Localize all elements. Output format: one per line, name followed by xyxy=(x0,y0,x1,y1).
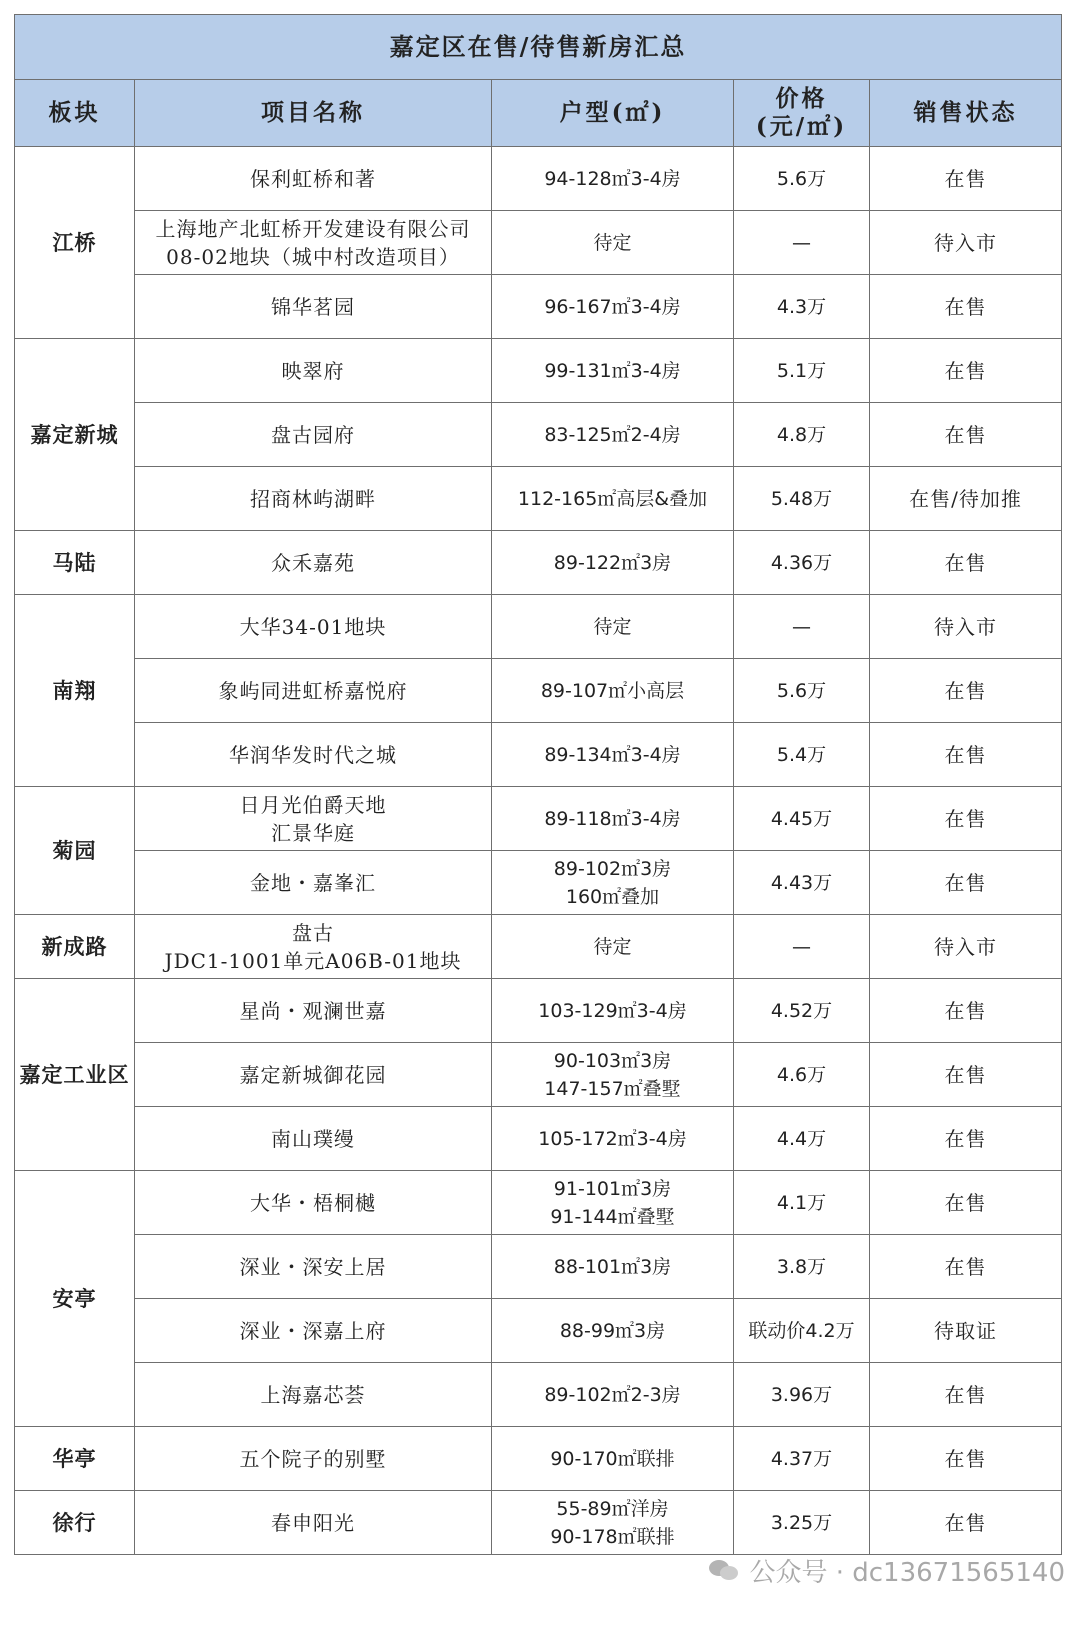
price-cell: 3.25万 xyxy=(734,1491,870,1555)
unit-type-cell xyxy=(492,851,734,915)
table-row xyxy=(15,979,1062,1043)
unit-type-line: 90-178㎡联排 xyxy=(550,1525,675,1548)
sales-status-cell: 待入市 xyxy=(870,595,1062,659)
unit-type-line: 待定 xyxy=(593,935,632,958)
unit-type-cell xyxy=(492,1299,734,1363)
project-name-line: 星尚・观澜世嘉 xyxy=(239,998,387,1023)
project-name-cell xyxy=(135,275,492,339)
table-row xyxy=(15,467,1062,531)
district-cell: 华亭 xyxy=(15,1427,135,1491)
price-cell: 4.8万 xyxy=(734,403,870,467)
project-name-line: 深业・深嘉上府 xyxy=(239,1318,387,1343)
price-cell: 5.6万 xyxy=(734,659,870,723)
project-name-line: JDC1-1001单元A06B-01地块 xyxy=(164,948,462,973)
project-name-cell xyxy=(135,147,492,211)
project-name-line: 映翠府 xyxy=(281,358,345,383)
project-name-cell xyxy=(135,723,492,787)
project-name-cell xyxy=(135,659,492,723)
unit-type-line: 89-122㎡3房 xyxy=(553,551,672,574)
project-name-cell xyxy=(135,1043,492,1107)
project-name-cell xyxy=(135,1299,492,1363)
price-cell: 4.52万 xyxy=(734,979,870,1043)
unit-type-cell xyxy=(492,915,734,979)
table-row xyxy=(15,659,1062,723)
sales-status-cell: 在售 xyxy=(870,1107,1062,1171)
unit-type-line: 90-103㎡3房 xyxy=(553,1049,672,1072)
district-cell: 马陆 xyxy=(15,531,135,595)
unit-type-line: 147-157㎡叠墅 xyxy=(544,1077,681,1100)
unit-type-line: 103-129㎡3-4房 xyxy=(538,999,687,1022)
table-row xyxy=(15,339,1062,403)
table-row xyxy=(15,1299,1062,1363)
header-project: 项目名称 xyxy=(135,80,492,147)
unit-type-line: 94-128㎡3-4房 xyxy=(544,167,681,190)
unit-type-cell xyxy=(492,1043,734,1107)
table-row xyxy=(15,531,1062,595)
unit-type-cell xyxy=(492,403,734,467)
unit-type-cell xyxy=(492,1171,734,1235)
project-name-line: 大华・梧桐樾 xyxy=(250,1190,376,1215)
district-cell: 新成路 xyxy=(15,915,135,979)
price-cell: 4.37万 xyxy=(734,1427,870,1491)
unit-type-line: 89-107㎡小高层 xyxy=(540,679,685,702)
price-cell: 5.48万 xyxy=(734,467,870,531)
district-cell: 菊园 xyxy=(15,787,135,915)
project-name-line: 保利虹桥和著 xyxy=(250,166,376,191)
unit-type-line: 55-89㎡洋房 xyxy=(556,1497,669,1520)
project-name-cell xyxy=(135,467,492,531)
sales-status-cell: 在售 xyxy=(870,979,1062,1043)
unit-type-cell xyxy=(492,1235,734,1299)
price-cell: 4.43万 xyxy=(734,851,870,915)
project-name-line: 众禾嘉苑 xyxy=(271,550,355,575)
price-cell: 4.36万 xyxy=(734,531,870,595)
project-name-line: 大华34-01地块 xyxy=(239,614,387,639)
table-row xyxy=(15,1363,1062,1427)
unit-type-line: 89-134㎡3-4房 xyxy=(544,743,681,766)
unit-type-line: 89-102㎡3房 xyxy=(553,857,672,880)
project-name-line: 南山璞缦 xyxy=(271,1126,355,1151)
table-row xyxy=(15,915,1062,979)
price-cell: 5.4万 xyxy=(734,723,870,787)
header-price-line2: (元/㎡) xyxy=(755,113,848,140)
project-name-line: 上海嘉芯荟 xyxy=(260,1382,366,1407)
project-name-line: 嘉定新城御花园 xyxy=(239,1062,387,1087)
project-name-line: 金地・嘉峯汇 xyxy=(250,870,376,895)
project-name-cell xyxy=(135,915,492,979)
table-row xyxy=(15,403,1062,467)
project-name-cell xyxy=(135,1491,492,1555)
sales-status-cell: 待入市 xyxy=(870,915,1062,979)
price-cell: — xyxy=(734,915,870,979)
sales-status-cell: 在售 xyxy=(870,659,1062,723)
sales-status-cell: 在售 xyxy=(870,1171,1062,1235)
sales-status-cell: 待入市 xyxy=(870,211,1062,275)
unit-type-cell xyxy=(492,211,734,275)
project-name-cell xyxy=(135,787,492,851)
sales-status-cell: 在售 xyxy=(870,1427,1062,1491)
sales-status-cell: 在售 xyxy=(870,531,1062,595)
table-row xyxy=(15,147,1062,211)
project-name-cell xyxy=(135,339,492,403)
summary-table-wrapper xyxy=(14,14,1061,1555)
project-name-line: 08-02地块（城中村改造项目） xyxy=(166,244,460,269)
project-name-line: 锦华茗园 xyxy=(271,294,355,319)
unit-type-line: 91-101㎡3房 xyxy=(553,1177,672,1200)
district-cell: 安亭 xyxy=(15,1171,135,1427)
watermark-text: 公众号 · dc13671565140 xyxy=(749,1557,1065,1588)
table-row xyxy=(15,1491,1062,1555)
district-cell: 江桥 xyxy=(15,147,135,339)
unit-type-cell xyxy=(492,531,734,595)
table-row xyxy=(15,787,1062,851)
price-cell: 5.6万 xyxy=(734,147,870,211)
project-name-cell xyxy=(135,403,492,467)
table-row xyxy=(15,1235,1062,1299)
project-name-cell xyxy=(135,1171,492,1235)
watermark xyxy=(709,1552,1065,1588)
sales-status-cell: 在售 xyxy=(870,787,1062,851)
sales-status-cell: 在售 xyxy=(870,275,1062,339)
sales-status-cell: 在售 xyxy=(870,1363,1062,1427)
sales-status-cell: 在售 xyxy=(870,1235,1062,1299)
sales-status-cell: 在售 xyxy=(870,403,1062,467)
header-district: 板块 xyxy=(15,80,135,147)
price-cell: 4.45万 xyxy=(734,787,870,851)
project-name-line: 盘古 xyxy=(292,920,334,945)
unit-type-cell xyxy=(492,1491,734,1555)
table-row xyxy=(15,275,1062,339)
unit-type-line: 待定 xyxy=(593,615,632,638)
price-cell: 4.6万 xyxy=(734,1043,870,1107)
table-row xyxy=(15,211,1062,275)
project-name-cell xyxy=(135,851,492,915)
table-row xyxy=(15,1427,1062,1491)
price-cell: 3.96万 xyxy=(734,1363,870,1427)
unit-type-line: 89-118㎡3-4房 xyxy=(544,807,681,830)
wechat-icon xyxy=(709,1558,741,1582)
table-row xyxy=(15,1043,1062,1107)
price-cell: 联动价4.2万 xyxy=(734,1299,870,1363)
sales-status-cell: 在售 xyxy=(870,723,1062,787)
table-title-row xyxy=(15,15,1062,80)
sales-status-cell: 在售 xyxy=(870,147,1062,211)
district-cell: 徐行 xyxy=(15,1491,135,1555)
project-name-line: 春申阳光 xyxy=(271,1510,355,1535)
price-cell: 3.8万 xyxy=(734,1235,870,1299)
header-unit: 户型(㎡) xyxy=(492,80,734,147)
unit-type-cell xyxy=(492,275,734,339)
project-name-line: 五个院子的别墅 xyxy=(239,1446,387,1471)
project-name-cell xyxy=(135,979,492,1043)
project-name-line: 上海地产北虹桥开发建设有限公司 xyxy=(155,216,471,241)
unit-type-cell xyxy=(492,787,734,851)
table-header-row xyxy=(15,80,1062,147)
price-cell: 4.1万 xyxy=(734,1171,870,1235)
project-name-cell xyxy=(135,211,492,275)
table-row xyxy=(15,723,1062,787)
unit-type-cell xyxy=(492,659,734,723)
sales-status-cell: 在售 xyxy=(870,1043,1062,1107)
unit-type-line: 90-170㎡联排 xyxy=(550,1447,675,1470)
sales-status-cell: 在售 xyxy=(870,339,1062,403)
table-body xyxy=(15,147,1062,1555)
unit-type-line: 88-101㎡3房 xyxy=(553,1255,672,1278)
project-name-line: 深业・深安上居 xyxy=(239,1254,387,1279)
unit-type-cell xyxy=(492,339,734,403)
project-name-line: 日月光伯爵天地 xyxy=(239,792,387,817)
table-row xyxy=(15,1171,1062,1235)
unit-type-cell xyxy=(492,979,734,1043)
project-name-cell xyxy=(135,1363,492,1427)
unit-type-cell xyxy=(492,723,734,787)
unit-type-line: 96-167㎡3-4房 xyxy=(544,295,681,318)
project-name-cell xyxy=(135,595,492,659)
district-cell: 南翔 xyxy=(15,595,135,787)
project-name-line: 汇景华庭 xyxy=(271,820,355,845)
unit-type-line: 89-102㎡2-3房 xyxy=(544,1383,681,1406)
price-cell: — xyxy=(734,595,870,659)
header-status: 销售状态 xyxy=(870,80,1062,147)
new-homes-summary-table xyxy=(14,14,1062,1555)
project-name-cell xyxy=(135,1107,492,1171)
unit-type-line: 91-144㎡叠墅 xyxy=(550,1205,675,1228)
unit-type-cell xyxy=(492,1107,734,1171)
project-name-cell xyxy=(135,1427,492,1491)
project-name-line: 华润华发时代之城 xyxy=(229,742,397,767)
unit-type-cell xyxy=(492,147,734,211)
unit-type-line: 83-125㎡2-4房 xyxy=(544,423,681,446)
district-cell: 嘉定新城 xyxy=(15,339,135,531)
unit-type-line: 99-131㎡3-4房 xyxy=(544,359,681,382)
project-name-cell xyxy=(135,1235,492,1299)
unit-type-cell xyxy=(492,467,734,531)
unit-type-line: 105-172㎡3-4房 xyxy=(538,1127,687,1150)
unit-type-cell xyxy=(492,1427,734,1491)
unit-type-cell xyxy=(492,595,734,659)
price-cell: 4.4万 xyxy=(734,1107,870,1171)
unit-type-cell xyxy=(492,1363,734,1427)
sales-status-cell: 在售 xyxy=(870,851,1062,915)
header-price-line1: 价格 xyxy=(775,85,828,112)
table-row xyxy=(15,595,1062,659)
price-cell: 5.1万 xyxy=(734,339,870,403)
unit-type-line: 160㎡叠加 xyxy=(565,885,660,908)
project-name-line: 象屿同进虹桥嘉悦府 xyxy=(218,678,408,703)
unit-type-line: 88-99㎡3房 xyxy=(559,1319,666,1342)
project-name-line: 招商林屿湖畔 xyxy=(250,486,376,511)
table-row xyxy=(15,1107,1062,1171)
project-name-cell xyxy=(135,531,492,595)
district-cell: 嘉定工业区 xyxy=(15,979,135,1171)
table-title: 嘉定区在售/待售新房汇总 xyxy=(15,15,1062,80)
sales-status-cell: 在售/待加推 xyxy=(870,467,1062,531)
project-name-line: 盘古园府 xyxy=(271,422,355,447)
sales-status-cell: 在售 xyxy=(870,1491,1062,1555)
unit-type-line: 112-165㎡高层&叠加 xyxy=(517,487,708,510)
price-cell: 4.3万 xyxy=(734,275,870,339)
unit-type-line: 待定 xyxy=(593,231,632,254)
header-price xyxy=(734,80,870,147)
table-row xyxy=(15,851,1062,915)
price-cell: — xyxy=(734,211,870,275)
sales-status-cell: 待取证 xyxy=(870,1299,1062,1363)
